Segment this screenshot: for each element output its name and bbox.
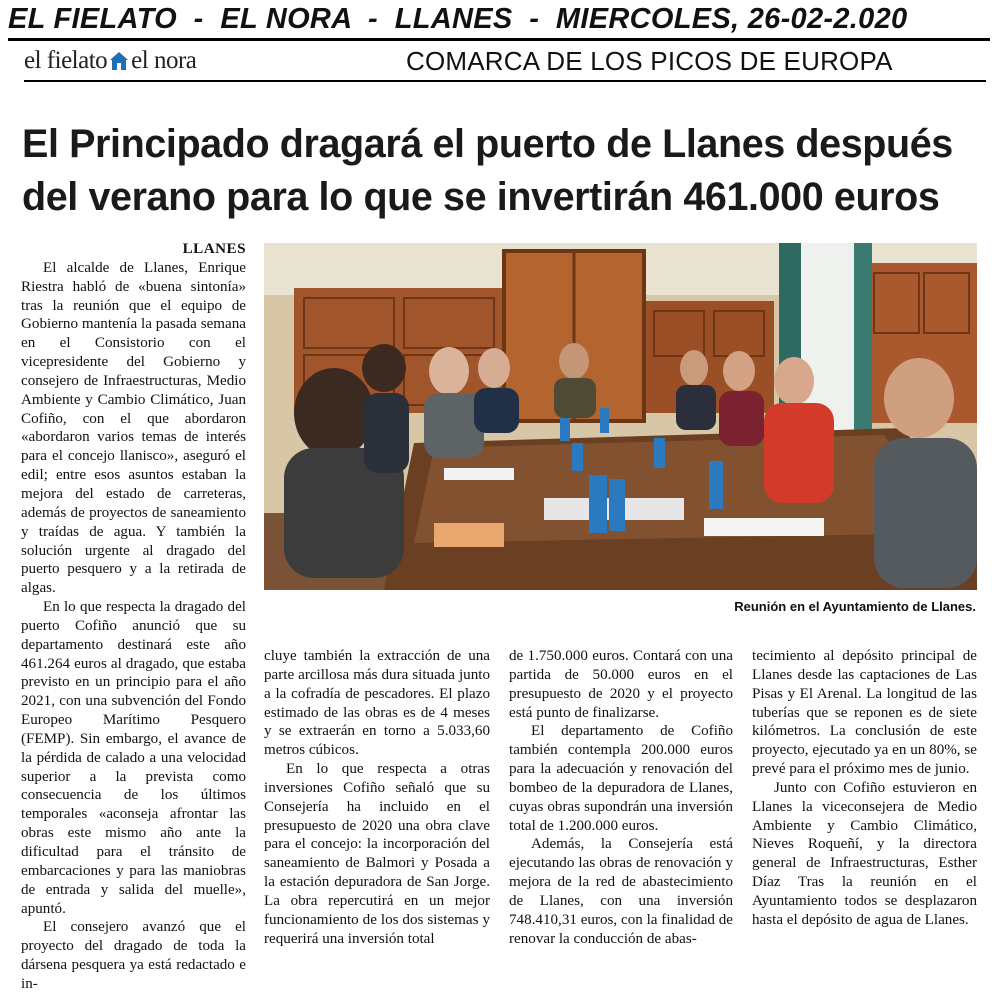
paragraph: Además, la Consejería está ejecutando las obras de renovación y mejora de la red de abastecimiento de Llanes, con una inversión 748.410,31 euros, con la finalidad de renovar la conducción de abas- <box>509 836 733 947</box>
article-column-4 <box>752 647 977 930</box>
meeting-photo-illustration <box>264 243 977 590</box>
paragraph: En lo que respecta la dragado del puerto Cofiño anunció que su departamento destinará este año 461.264 euros al dragado, que estaba previsto en un principio para el año 2021, con una subvención del Fondo Europeo Marítimo Pesquero (FEMP). Sin embargo, el avance de la pérdida de calado a una velocidad superior a la prevista como consecuencia de los últimos temporales «aconseja afrontar las obras este mismo año ante la dificultad para el tránsito de embarcaciones y para las maniobras de entrada y salida del muelle», apuntó. <box>21 599 246 917</box>
newspaper-logo <box>24 47 196 75</box>
photo-caption: Reunión en el Ayuntamiento de Llanes. <box>734 599 976 614</box>
paragraph: El alcalde de Llanes, Enrique Riestra habló de «buena sintonía» tras la reunión que el equipo de Gobierno mantenía la pasada semana en el Consistorio con el vicepresidente del Gobierno y consejero de Infraestructuras, Medio Ambiente y Cambio Climático, Juan Cofiño, con el que abordaron «abordaron varios temas de interés para el concejo llanisco», aseguró el edil; entre esos asuntos estaban la mejora del estado de carreteras, además de proyectos de saneamiento y traídas de agua. Y también la solución urgente al dragado del puerto pesquero y a la retirada de algas. <box>21 259 246 597</box>
house-icon <box>108 50 130 72</box>
paragraph: El departamento de Cofiño también contempla 200.000 euros para la adecuación y renovación del bombeo de la depuradora de Llanes, cuyas obras supondrán una inversión total de 1.200.000 euros. <box>509 723 733 834</box>
article-column-3 <box>509 647 733 949</box>
logo-left-text: el fielato <box>24 47 108 74</box>
paragraph: El consejero avanzó que el proyecto del dragado de toda la dársena pesquera ya está redactado e in- <box>21 919 246 992</box>
section-rule <box>24 80 986 82</box>
paragraph: En lo que respecta a otras inversiones Cofiño señaló que su Consejería ha incluido en el presupuesto de 2020 una obra clave para el concejo: la incorporación del saneamiento de Balmori y Posada a la estación depuradora de San Jorge. La obra repercutirá en un mejor funcionamiento de los dos sistemas y requerirá una inversión total <box>264 761 490 947</box>
masthead: EL FIELATO - EL NORA - LLANES - MIERCOLES, 26-02-2.020 <box>8 3 908 35</box>
paragraph: Junto con Cofiño estuvieron en Llanes la viceconsejera de Medio Ambiente y Cambio Climático, Nieves Roqueñí, y la directora general de Infraestructuras, Esther Díaz Tras la reunión en el Ayuntamiento todos se desplazaron hasta el depósito de agua de Llanes. <box>752 779 977 928</box>
paragraph: cluye también la extracción de una parte arcillosa más dura situada junto a la cofradía de pescadores. El plazo estimado de las obras es de 4 meses y se extraerán en torno a 5.033,60 metros cúbicos. <box>264 648 490 759</box>
section-title: COMARCA DE LOS PICOS DE EUROPA <box>406 46 893 76</box>
paragraph: tecimiento al depósito principal de Llanes desde las captaciones de Las Pisas y El Arenal. La longitud de las tuberías que se reponen es de siete kilómetros. La conclusión de este proyecto, ejecutado ya en un 80%, se prevé para el próximo mes de junio. <box>752 648 977 778</box>
meeting-photo <box>264 243 977 590</box>
dateline: LLANES <box>182 241 246 257</box>
article-column-1 <box>21 240 246 994</box>
masthead-rule <box>8 38 990 41</box>
paragraph: de 1.750.000 euros. Contará con una partida de 50.000 euros en el presupuesto de 2020 y el proyecto está punto de finalizarse. <box>509 648 733 721</box>
article-headline: El Principado dragará el puerto de Llanes después del verano para lo que se invertirán 461.000 euros <box>22 122 953 219</box>
logo-right-text: el nora <box>131 47 197 74</box>
article-column-2 <box>264 647 490 949</box>
